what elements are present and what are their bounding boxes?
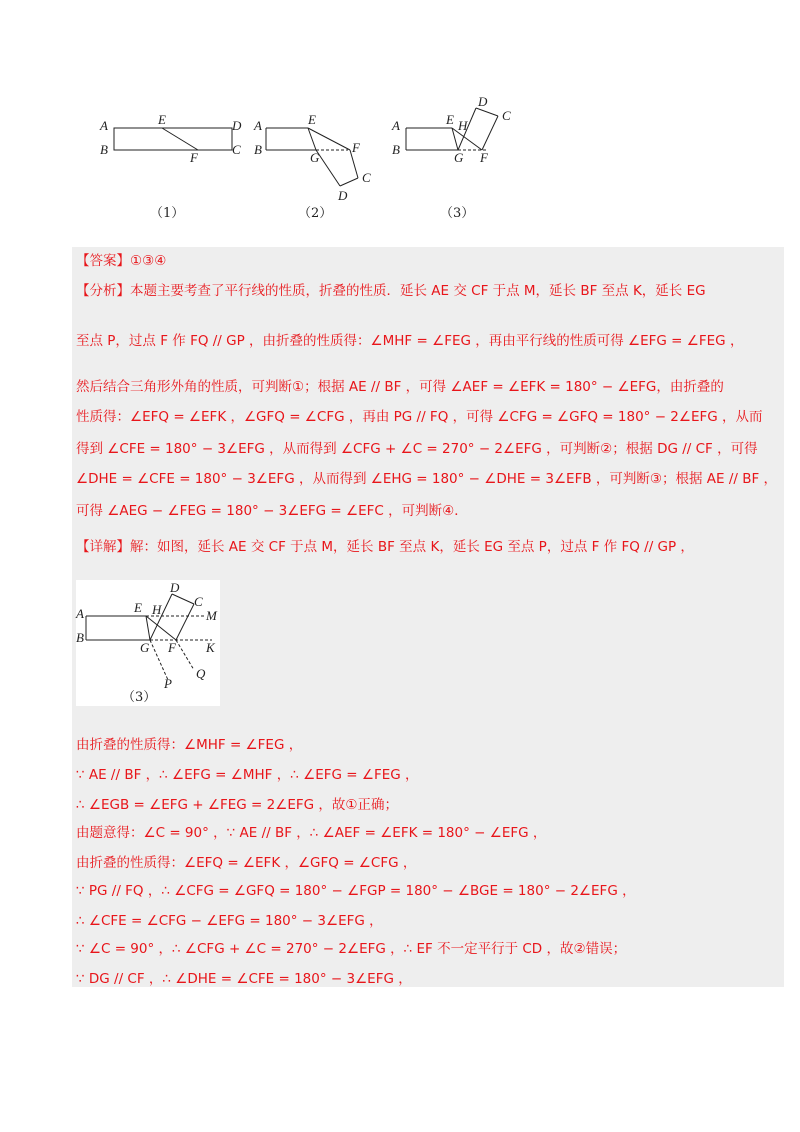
inset-label-q: Q — [196, 666, 206, 681]
fig3-label-a: A — [392, 118, 400, 133]
analysis-line-2: 至点 P，过点 F 作 FQ // GP ，由折叠的性质得：∠MHF = ∠FEG ，再由平行线的性质可得 ∠EFG = ∠FEG ， — [76, 333, 744, 349]
fig2-label-a: A — [254, 118, 262, 133]
analysis-line-1: 【分析】本题主要考查了平行线的性质，折叠的性质．延长 AE 交 CF 于点 M，延长 BF 至点 K，延长 EG — [76, 283, 706, 299]
fig1-label-a: A — [100, 118, 108, 133]
detail-line-8: ∵ ∠C = 90° ，∴ ∠CFG + ∠C = 270° − 2∠EFG ，∴ EF 不一定平行于 CD ，故②错误； — [76, 941, 627, 957]
inset-label-p: P — [164, 676, 172, 691]
figure-3 — [402, 90, 542, 200]
detail-line-6: ∵ PG // FQ ，∴ ∠CFG = ∠GFQ = 180° − ∠FGP = 180° − ∠BGE = 180° − 2∠EFG ， — [76, 883, 636, 899]
fig1-caption: （1） — [150, 206, 185, 221]
fig3-label-b: B — [392, 142, 400, 157]
inset-label-m: M — [206, 608, 217, 623]
detail-line-9: ∵ DG // CF ，∴ ∠DHE = ∠CFE = 180° − 3∠EFG ， — [76, 971, 412, 987]
fig1-label-d: D — [232, 118, 242, 133]
analysis-line-3: 然后结合三角形外角的性质，可判断①；根据 AE // BF ，可得 ∠AEF = ∠EFK = 180° − ∠EFG，由折叠的 — [76, 379, 724, 395]
fig3-label-g: G — [454, 150, 464, 165]
inset-figure — [76, 580, 220, 706]
fig1-label-f: F — [190, 150, 198, 165]
inset-label-e: E — [134, 600, 142, 615]
fig2-label-d: D — [338, 188, 348, 203]
analysis-line-5: 得到 ∠CFE = 180° − 3∠EFG ，从而得到 ∠CFG + ∠C = 270° − 2∠EFG ，可判断②；根据 DG // CF ，可得 — [76, 441, 758, 457]
figure-1 — [90, 90, 250, 200]
fig3-label-h: H — [458, 118, 468, 133]
fig2-label-c: C — [362, 170, 371, 185]
fig3-label-e: E — [446, 112, 454, 127]
inset-label-b: B — [76, 630, 84, 645]
figure-row — [90, 90, 550, 230]
figure-2 — [256, 90, 396, 210]
fig2-label-f: F — [352, 140, 360, 155]
analysis-line-6: ∠DHE = ∠CFE = 180° − 3∠EFG ，从而得到 ∠EHG = 180° − ∠DHE = 3∠EFB ，可判断③；根据 AE // BF ， — [76, 471, 778, 487]
fig2-label-g: G — [310, 150, 320, 165]
inset-label-f: F — [168, 640, 176, 655]
inset-caption: （3） — [122, 690, 157, 705]
inset-label-a: A — [76, 606, 84, 621]
fig2-label-e: E — [308, 112, 316, 127]
analysis-line-7: 可得 ∠AEG − ∠FEG = 180° − 3∠EFG = ∠EFC ，可判断④． — [76, 503, 468, 519]
answer-line: 【答案】①③④ — [76, 253, 167, 269]
fig1-label-e: E — [158, 112, 166, 127]
inset-label-g: G — [140, 640, 150, 655]
inset-label-h: H — [152, 602, 162, 617]
inset-label-d: D — [170, 580, 180, 595]
detail-line-1: 由折叠的性质得：∠MHF = ∠FEG ， — [76, 737, 303, 753]
fig3-label-d: D — [478, 94, 488, 109]
analysis-line-4: 性质得：∠EFQ = ∠EFK ，∠GFQ = ∠CFG ，再由 PG // FQ ，可得 ∠CFG = ∠GFQ = 180° − 2∠EFG ，从而 — [76, 409, 763, 425]
fig3-label-c: C — [502, 108, 511, 123]
fig2-label-b: B — [254, 142, 262, 157]
fig3-caption: （3） — [440, 206, 475, 221]
fig3-label-f: F — [480, 150, 488, 165]
detail-line-7: ∴ ∠CFE = ∠CFG − ∠EFG = 180° − 3∠EFG ， — [76, 913, 383, 929]
detail-line-2: ∵ AE // BF ，∴ ∠EFG = ∠MHF ，∴ ∠EFG = ∠FEG ， — [76, 767, 419, 783]
fig1-label-b: B — [100, 142, 108, 157]
detail-line-3: ∴ ∠EGB = ∠EFG + ∠FEG = 2∠EFG ，故①正确； — [76, 797, 398, 813]
detail-intro-line: 【详解】解：如图，延长 AE 交 CF 于点 M，延长 BF 至点 K，延长 EG 至点 P，过点 F 作 FQ // GP ， — [76, 539, 694, 555]
inset-label-k: K — [206, 640, 215, 655]
detail-line-5: 由折叠的性质得：∠EFQ = ∠EFK ，∠GFQ = ∠CFG ， — [76, 855, 417, 871]
inset-label-c: C — [194, 594, 203, 609]
fig2-caption: （2） — [298, 206, 333, 221]
detail-line-4: 由题意得：∠C = 90° ，∵ AE // BF ，∴ ∠AEF = ∠EFK = 180° − ∠EFG ， — [76, 825, 547, 841]
fig1-label-c: C — [232, 142, 241, 157]
